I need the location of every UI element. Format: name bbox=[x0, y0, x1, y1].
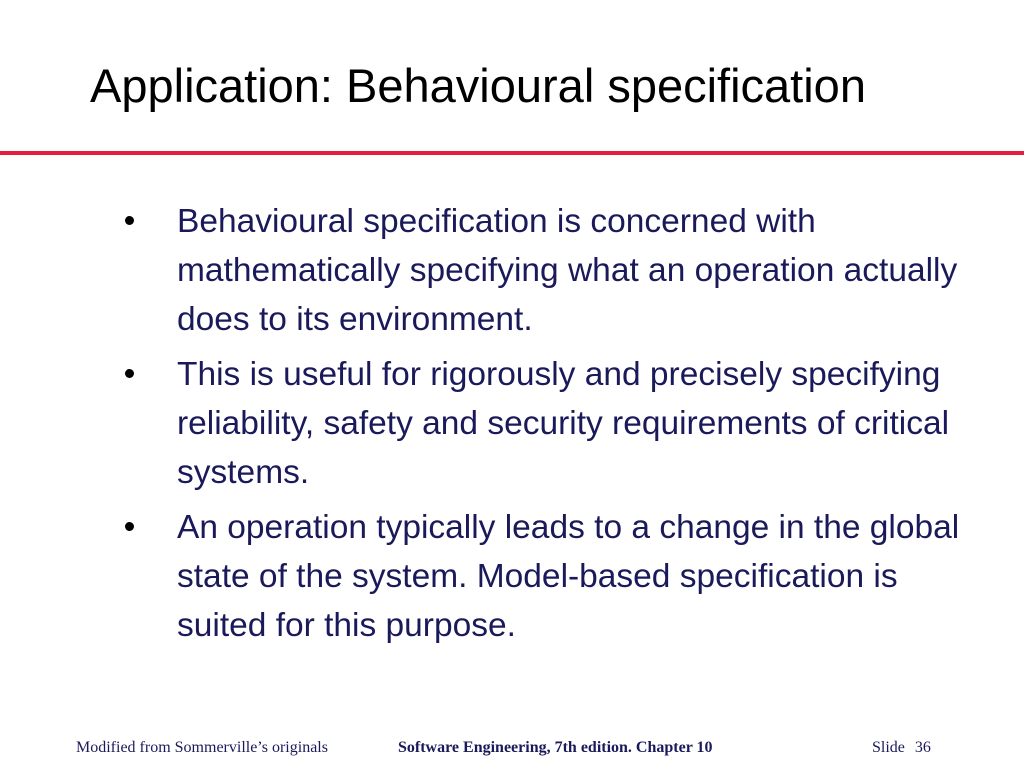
bullet-item bbox=[0, 197, 977, 344]
bullet-item bbox=[0, 350, 977, 497]
footer-slide-number bbox=[872, 738, 931, 758]
bullet-text: Behavioural specification is concerned with mathematically specifying what an operation actually does to its environment. bbox=[177, 203, 958, 338]
bullet-text: This is useful for rigorously and precisely specifying reliability, safety and security requirements of critical systems. bbox=[177, 356, 950, 491]
bullet-list bbox=[0, 197, 1024, 656]
footer-slide-label: Slide bbox=[872, 739, 905, 756]
footer-slide-value: 36 bbox=[914, 739, 931, 756]
bullet-dot-icon bbox=[125, 369, 134, 378]
bullet-dot-icon bbox=[125, 216, 134, 225]
bullet-item bbox=[0, 503, 977, 650]
bullet-dot-icon bbox=[125, 522, 134, 531]
slide-title: Application: Behavioural specification bbox=[90, 59, 866, 112]
slide-footer bbox=[0, 738, 1024, 762]
title-divider bbox=[0, 151, 1024, 155]
footer-course-title: Software Engineering, 7th edition. Chapter 10 bbox=[398, 739, 713, 756]
bullet-text: An operation typically leads to a change in the global state of the system. Model-based specification is suited for this purpose. bbox=[177, 509, 960, 644]
footer-attribution: Modified from Sommerville’s originals bbox=[76, 739, 328, 756]
